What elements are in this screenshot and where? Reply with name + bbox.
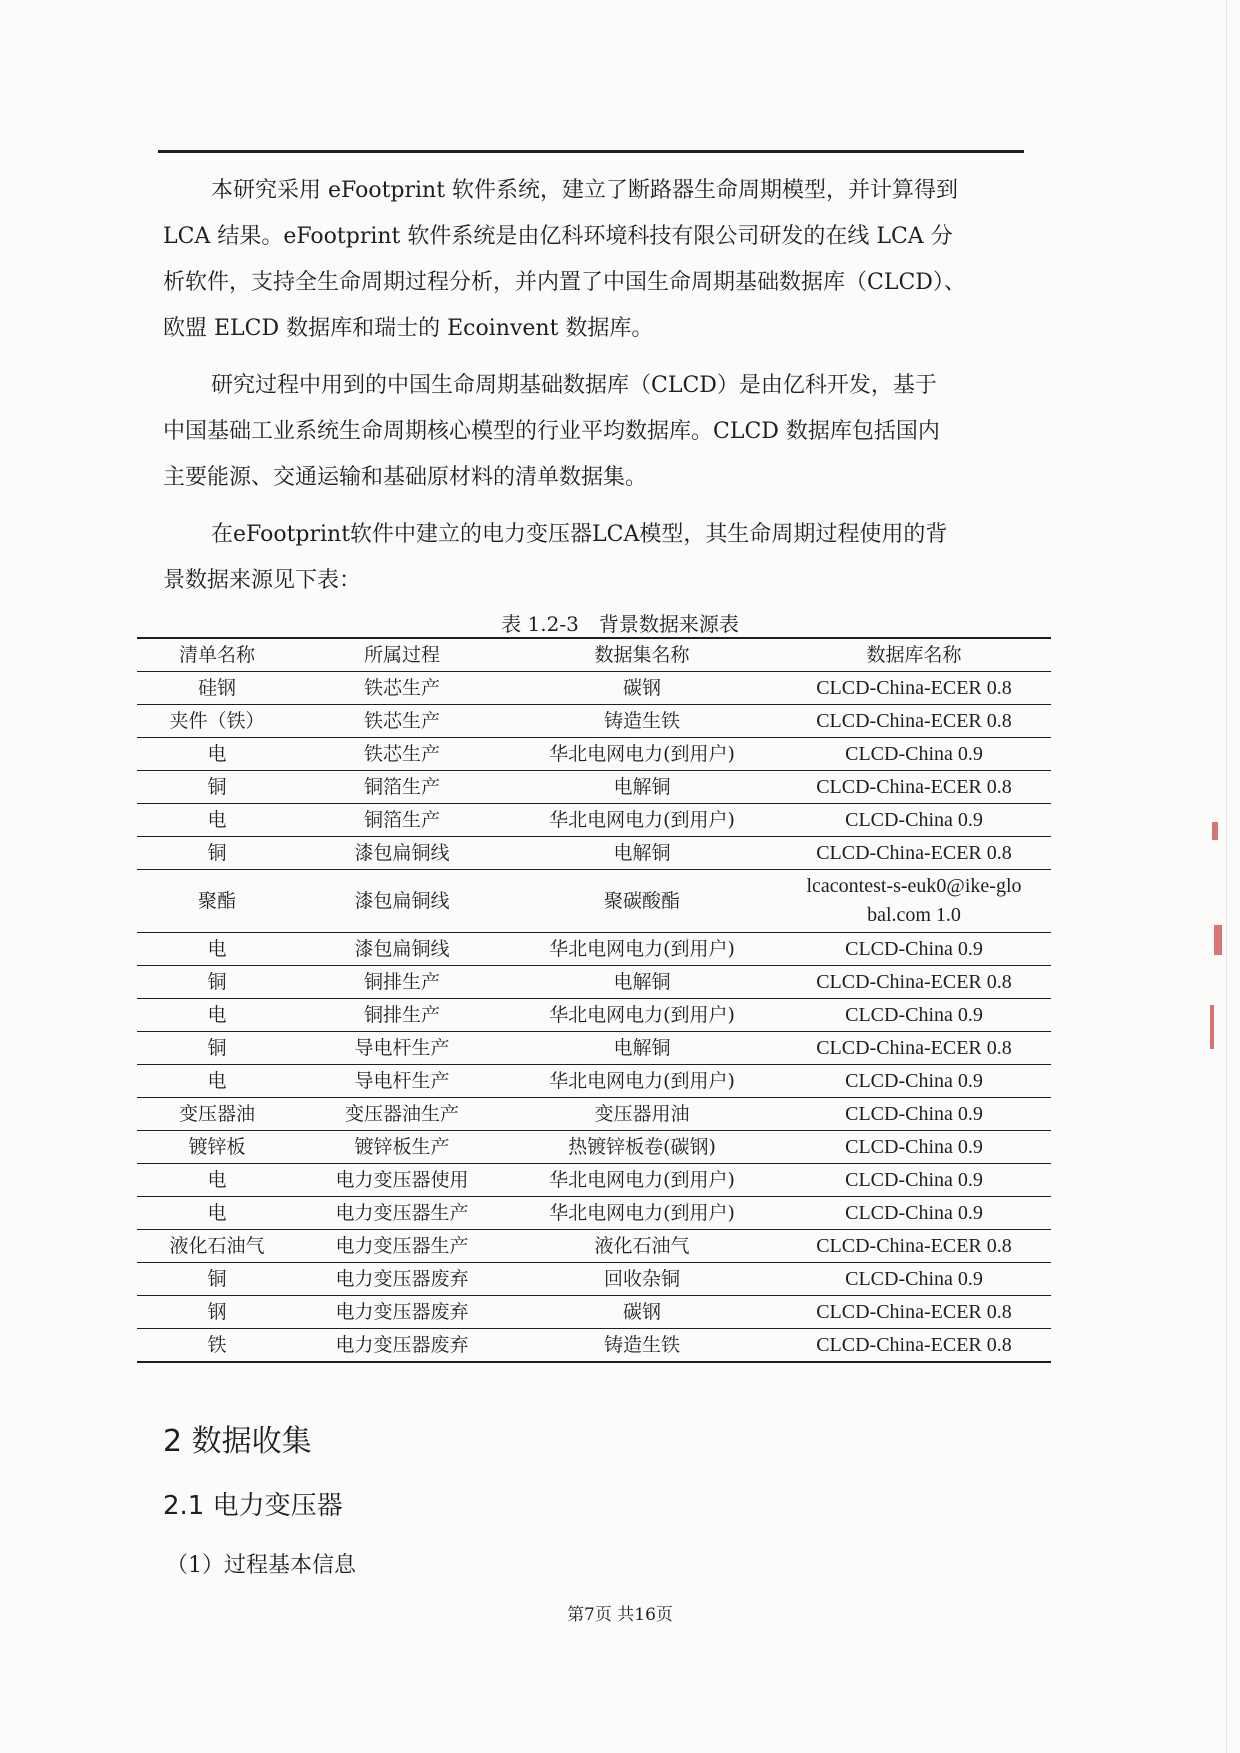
paragraph-line: LCA 结果。eFootprint 软件系统是由亿科环境科技有限公司研发的在线 LCA 分 — [163, 224, 953, 249]
cell-process: 铜排生产 — [297, 966, 507, 999]
cell-inventory-name: 铜 — [137, 966, 297, 999]
background-data-table — [137, 637, 1051, 1363]
cell-inventory-name: 电 — [137, 999, 297, 1032]
cell-dataset-name: 电解铜 — [507, 966, 777, 999]
table-row — [137, 1230, 1051, 1263]
cell-line: bal.com 1.0 — [867, 904, 961, 926]
cell-dataset-name: 热镀锌板卷(碳钢) — [507, 1131, 777, 1164]
cell-inventory-name: 电 — [137, 804, 297, 837]
cell-process: 电力变压器使用 — [297, 1164, 507, 1197]
cell-dataset-name: 铸造生铁 — [507, 1329, 777, 1363]
cell-process: 导电杆生产 — [297, 1032, 507, 1065]
cell-dataset-name: 碳钢 — [507, 1296, 777, 1329]
table-row — [137, 1329, 1051, 1363]
cell-process: 漆包扁铜线 — [297, 933, 507, 966]
cell-database-name: CLCD-China-ECER 0.8 — [777, 966, 1051, 999]
cell-dataset-name: 碳钢 — [507, 672, 777, 705]
cell-dataset-name: 液化石油气 — [507, 1230, 777, 1263]
cell-inventory-name: 电 — [137, 1164, 297, 1197]
cell-inventory-name: 液化石油气 — [137, 1230, 297, 1263]
cell-process: 变压器油生产 — [297, 1098, 507, 1131]
table-row — [137, 1065, 1051, 1098]
paragraph-model — [163, 512, 1023, 604]
paragraph-line: 研究过程中用到的中国生命周期基础数据库（CLCD）是由亿科开发，基于 — [211, 373, 937, 398]
paragraph-line: 析软件，支持全生命周期过程分析，并内置了中国生命周期基础数据库（CLCD）、 — [163, 270, 966, 295]
paragraph-line: 中国基础工业系统生命周期核心模型的行业平均数据库。CLCD 数据库包括国内 — [163, 419, 940, 444]
cell-process: 铁芯生产 — [297, 705, 507, 738]
table-row — [137, 1197, 1051, 1230]
cell-database-name: CLCD-China-ECER 0.8 — [777, 705, 1051, 738]
table-row — [137, 804, 1051, 837]
paragraph-software — [163, 168, 1023, 352]
cell-dataset-name: 华北电网电力(到用户) — [507, 804, 777, 837]
cell-inventory-name: 钢 — [137, 1296, 297, 1329]
cell-process: 电力变压器废弃 — [297, 1329, 507, 1363]
cell-process: 铜箔生产 — [297, 804, 507, 837]
paragraph-line: 主要能源、交通运输和基础原材料的清单数据集。 — [163, 465, 648, 490]
cell-inventory-name: 铜 — [137, 837, 297, 870]
cell-process: 漆包扁铜线 — [297, 837, 507, 870]
section-heading: 2 数据收集 — [163, 1424, 312, 1459]
item-heading: （1）过程基本信息 — [166, 1553, 356, 1578]
paragraph-line: 本研究采用 eFootprint 软件系统，建立了断路器生命周期模型，并计算得到 — [211, 178, 959, 203]
paragraph-clcd — [163, 363, 1023, 501]
table-row — [137, 870, 1051, 933]
cell-inventory-name: 电 — [137, 1065, 297, 1098]
table-row — [137, 1263, 1051, 1296]
header-database-name: 数据库名称 — [777, 638, 1051, 672]
cell-process: 铜箔生产 — [297, 771, 507, 804]
cell-dataset-name: 华北电网电力(到用户) — [507, 933, 777, 966]
cell-database-name: CLCD-China 0.9 — [777, 1131, 1051, 1164]
cell-process: 电力变压器生产 — [297, 1197, 507, 1230]
cell-dataset-name: 聚碳酸酯 — [507, 870, 777, 933]
cell-dataset-name: 华北电网电力(到用户) — [507, 1164, 777, 1197]
table-row — [137, 705, 1051, 738]
cell-inventory-name: 变压器油 — [137, 1098, 297, 1131]
table-row — [137, 1032, 1051, 1065]
cell-dataset-name: 电解铜 — [507, 771, 777, 804]
cell-database-name: CLCD-China-ECER 0.8 — [777, 672, 1051, 705]
paragraph-line: 景数据来源见下表： — [163, 568, 362, 593]
table-row — [137, 738, 1051, 771]
cell-database-name: CLCD-China 0.9 — [777, 933, 1051, 966]
cell-process: 漆包扁铜线 — [297, 870, 507, 933]
header-rule — [158, 150, 1024, 153]
cell-dataset-name: 华北电网电力(到用户) — [507, 1065, 777, 1098]
table-row — [137, 1098, 1051, 1131]
cell-inventory-name: 铜 — [137, 1032, 297, 1065]
cell-database-name: CLCD-China 0.9 — [777, 804, 1051, 837]
cell-database-name: CLCD-China 0.9 — [777, 1098, 1051, 1131]
table-row — [137, 933, 1051, 966]
cell-inventory-name: 硅钢 — [137, 672, 297, 705]
cell-process: 铜排生产 — [297, 999, 507, 1032]
cell-line: lcacontest-s-euk0@ike-glo — [806, 875, 1022, 897]
scan-mark — [1212, 822, 1218, 840]
page-footer: 第7页 共16页 — [567, 1605, 673, 1625]
cell-database-name: CLCD-China 0.9 — [777, 1197, 1051, 1230]
table-row — [137, 966, 1051, 999]
cell-inventory-name: 电 — [137, 1197, 297, 1230]
paragraph-line: 在eFootprint软件中建立的电力变压器LCA模型，其生命周期过程使用的背 — [211, 522, 948, 547]
table-row — [137, 672, 1051, 705]
cell-database-name: CLCD-China-ECER 0.8 — [777, 1032, 1051, 1065]
table-row — [137, 771, 1051, 804]
cell-inventory-name: 夹件（铁） — [137, 705, 297, 738]
cell-inventory-name: 电 — [137, 933, 297, 966]
scan-mark — [1210, 1005, 1214, 1049]
cell-database-name: CLCD-China 0.9 — [777, 1164, 1051, 1197]
cell-dataset-name: 铸造生铁 — [507, 705, 777, 738]
cell-database-name: CLCD-China-ECER 0.8 — [777, 1296, 1051, 1329]
scan-mark — [1214, 925, 1222, 955]
cell-dataset-name: 电解铜 — [507, 1032, 777, 1065]
cell-database-name: CLCD-China-ECER 0.8 — [777, 1329, 1051, 1363]
cell-process: 电力变压器生产 — [297, 1230, 507, 1263]
table-row — [137, 1164, 1051, 1197]
cell-inventory-name: 铜 — [137, 1263, 297, 1296]
cell-inventory-name: 镀锌板 — [137, 1131, 297, 1164]
paragraph-line: 欧盟 ELCD 数据库和瑞士的 Ecoinvent 数据库。 — [163, 316, 654, 341]
cell-dataset-name: 华北电网电力(到用户) — [507, 738, 777, 771]
table-row — [137, 999, 1051, 1032]
cell-process: 铁芯生产 — [297, 738, 507, 771]
cell-database-name: CLCD-China 0.9 — [777, 1065, 1051, 1098]
table-caption: 表 1.2-3 背景数据来源表 — [501, 612, 739, 636]
cell-database-name: CLCD-China-ECER 0.8 — [777, 771, 1051, 804]
cell-database-name: CLCD-China-ECER 0.8 — [777, 1230, 1051, 1263]
subsection-heading: 2.1 电力变压器 — [163, 1491, 343, 1521]
cell-database-name: CLCD-China 0.9 — [777, 738, 1051, 771]
cell-dataset-name: 华北电网电力(到用户) — [507, 999, 777, 1032]
cell-dataset-name: 华北电网电力(到用户) — [507, 1197, 777, 1230]
cell-inventory-name: 铁 — [137, 1329, 297, 1363]
cell-dataset-name: 电解铜 — [507, 837, 777, 870]
cell-inventory-name: 聚酯 — [137, 870, 297, 933]
cell-dataset-name: 回收杂铜 — [507, 1263, 777, 1296]
cell-database-name: CLCD-China-ECER 0.8 — [777, 837, 1051, 870]
cell-database-name: CLCD-China 0.9 — [777, 1263, 1051, 1296]
cell-process: 铁芯生产 — [297, 672, 507, 705]
header-inventory-name: 清单名称 — [137, 638, 297, 672]
header-dataset-name: 数据集名称 — [507, 638, 777, 672]
table-header-row — [137, 638, 1051, 672]
cell-inventory-name: 电 — [137, 738, 297, 771]
cell-process: 电力变压器废弃 — [297, 1263, 507, 1296]
cell-process: 镀锌板生产 — [297, 1131, 507, 1164]
table-row — [137, 1131, 1051, 1164]
scan-edge-line — [1226, 0, 1227, 1753]
cell-inventory-name: 铜 — [137, 771, 297, 804]
cell-process: 电力变压器废弃 — [297, 1296, 507, 1329]
header-process: 所属过程 — [297, 638, 507, 672]
table-row — [137, 1296, 1051, 1329]
cell-database-name — [777, 870, 1051, 933]
cell-database-name: CLCD-China 0.9 — [777, 999, 1051, 1032]
cell-dataset-name: 变压器用油 — [507, 1098, 777, 1131]
cell-process: 导电杆生产 — [297, 1065, 507, 1098]
table-row — [137, 837, 1051, 870]
